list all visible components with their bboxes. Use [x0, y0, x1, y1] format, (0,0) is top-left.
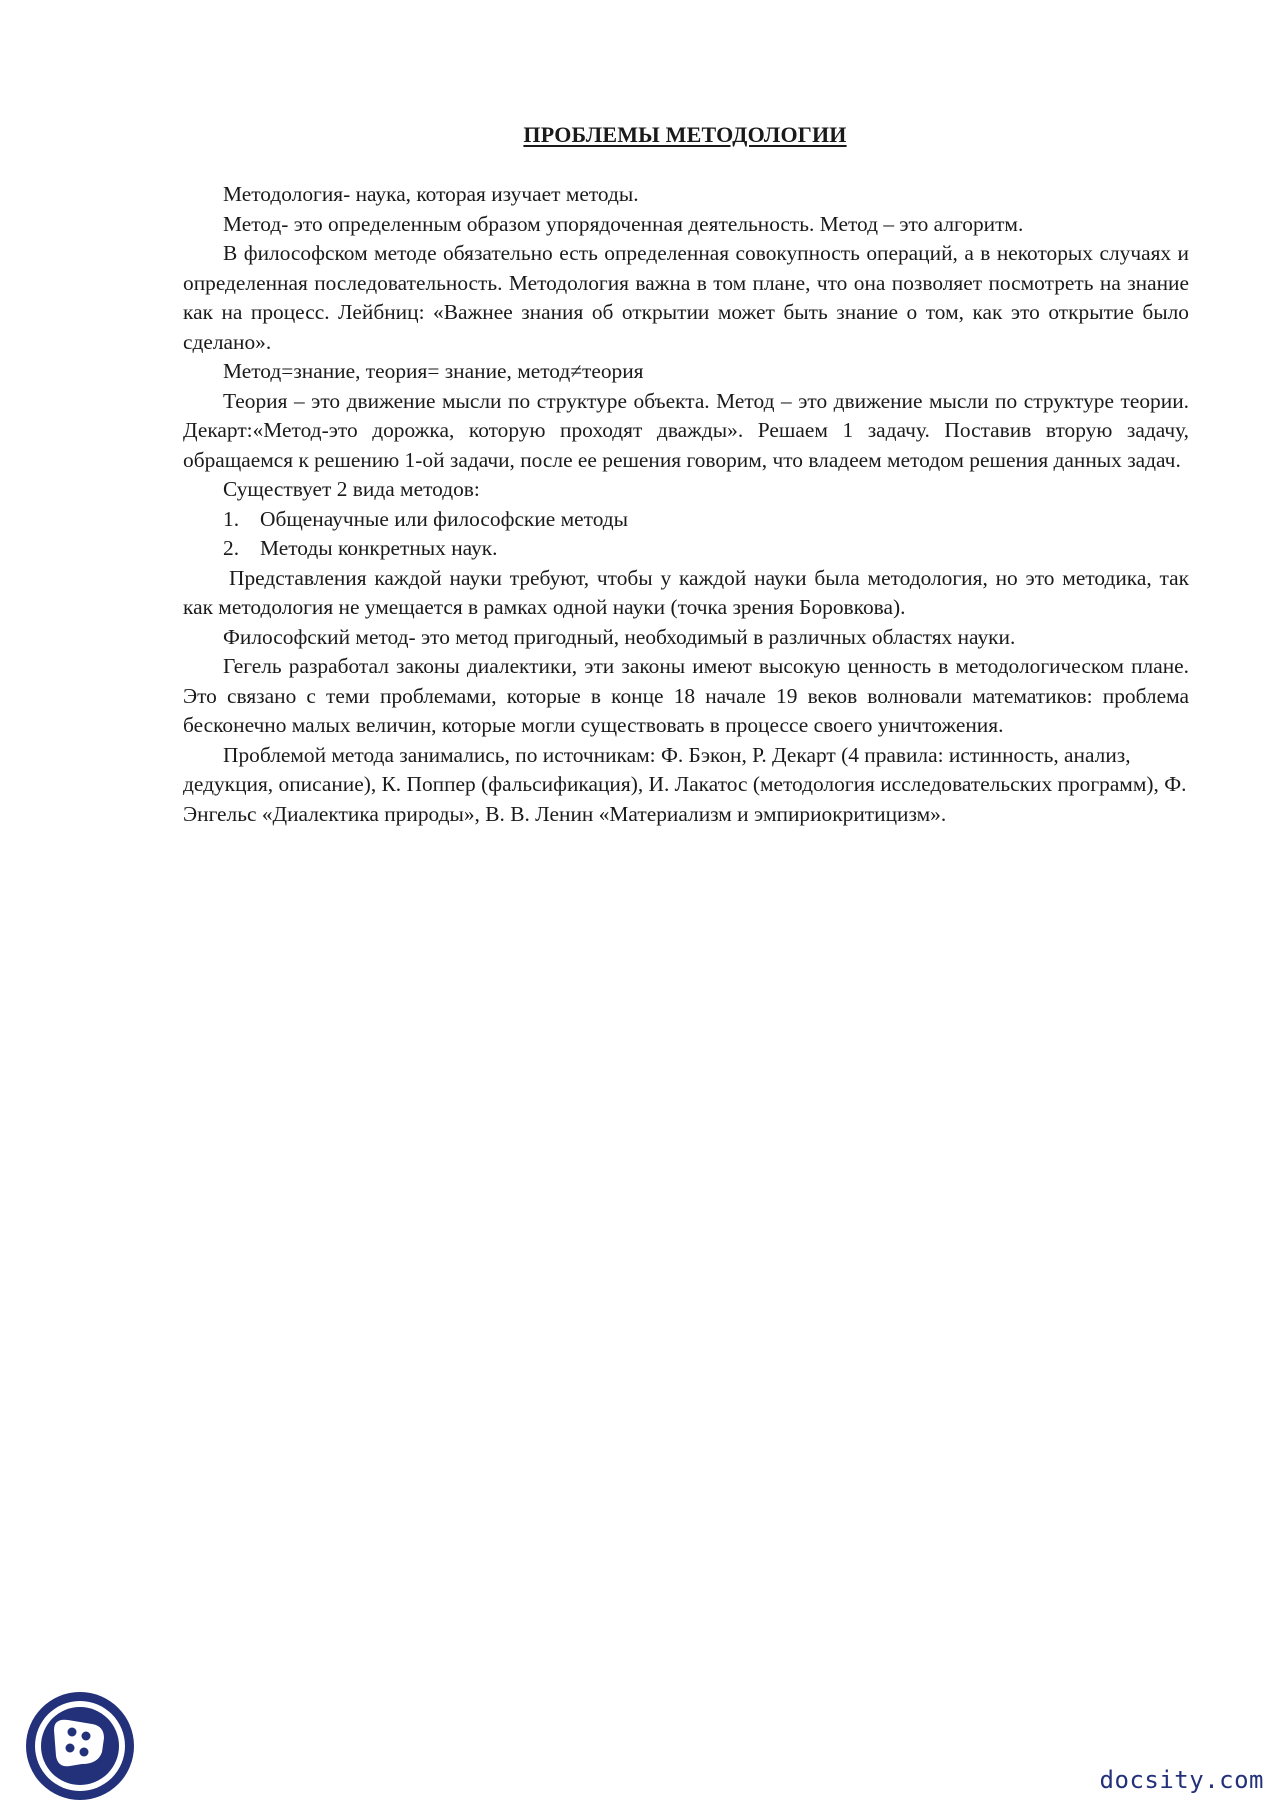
paragraph: Метод=знание, теория= знание, метод≠теория [223, 359, 644, 383]
paragraph: В философском методе обязательно есть определенная совокупность операций, а в некоторых случаях и определенная последовательность. Методология важна в том плане, что она позволяет посмотреть на знание как на процесс. Лейбниц: «Важнее знания об открытии может быть знание о том, как это открытие было сделано». [183, 241, 1189, 354]
list-item-number: 1. [223, 506, 240, 531]
paragraph: Представления каждой науки требуют, чтобы у каждой науки была методология, но это методика, так как методология не умещается в рамках одной науки (точка зрения Боровкова). [183, 565, 1189, 619]
method-types-list [183, 505, 1189, 564]
list-item-number: 2. [223, 536, 240, 560]
list-item [183, 534, 1189, 564]
paragraph: Метод- это определенным образом упорядоченная деятельность. Метод – это алгоритм. [223, 211, 1024, 236]
page-title: ПРОБЛЕМЫ МЕТОДОЛОГИИ [523, 122, 847, 147]
list-item-text: Общенаучные или философские методы [260, 506, 629, 531]
paragraph: Философский метод- это метод пригодный, необходимый в различных областях науки. [223, 624, 1016, 649]
paragraph: Методология- наука, которая изучает методы. [223, 182, 639, 206]
paragraph: Теория – это движение мысли по структуре объекта. Метод – это движение мысли по структуре теории. Декарт:«Метод-это дорожка, которую проходят дважды». Решаем 1 задачу. Поставив вторую задачу, обращаемся к решению 1-ой задачи, после ее решения говорим, что владеем методом решения данных задач. [183, 388, 1189, 472]
list-item-text: Методы конкретных наук. [260, 536, 498, 560]
docsity-logo-icon [24, 1690, 136, 1802]
paragraph: Проблемой метода занимались, по источникам: Ф. Бэкон, Р. Декарт (4 правила: истинность, анализ, дедукция, описание), К. Поппер (фальсификация), И. Лакатос (методология исследовательских программ), Ф. Энгельс «Диалектика природы», В. В. Ленин «Материализм и эмпириокритицизм». [183, 742, 1187, 826]
paragraph: Гегель разработал законы диалектики, эти законы имеют высокую ценность в методологическом плане. Это связано с теми проблемами, которые в конце 18 начале 19 веков волновали математиков: проблема бесконечно малых величин, которые могли существовать в процессе своего уничтожения. [183, 654, 1189, 737]
document-body [183, 180, 1189, 829]
docsity-watermark: docsity.com [1099, 1766, 1264, 1794]
list-item [183, 505, 1189, 535]
paragraph: Существует 2 вида методов: [223, 477, 480, 501]
